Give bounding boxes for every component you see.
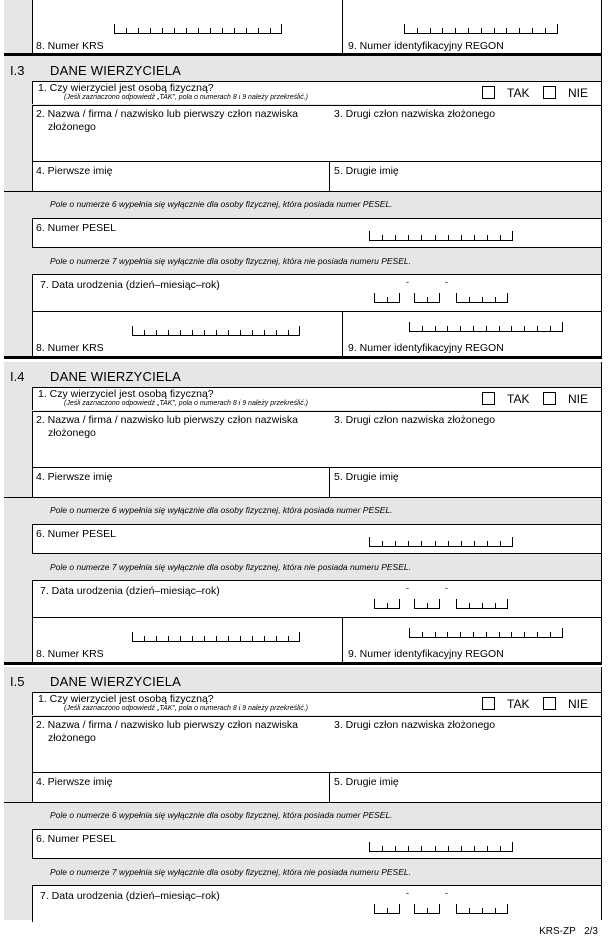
field2-label: 2. Nazwa / firma / nazwisko lub pierwszy człon nazwiska — [36, 108, 299, 120]
digit-tick — [495, 908, 496, 913]
digit-tick — [512, 537, 513, 546]
digit-tick — [460, 326, 461, 331]
section-number: I.4 — [10, 369, 25, 384]
digit-tick — [114, 24, 115, 33]
digit-tick — [382, 235, 383, 240]
field9-label: 9. Numer identyfikacyjny REGON — [348, 648, 504, 660]
digit-tick — [132, 632, 133, 641]
krs-regon-row — [32, 311, 602, 356]
digit-tick — [511, 632, 512, 637]
digit-tick — [439, 904, 440, 913]
nie-checkbox[interactable] — [543, 86, 556, 99]
digit-tick — [442, 28, 443, 33]
digit-tick — [482, 908, 483, 913]
digit-tick — [138, 28, 139, 33]
digit-tick — [374, 904, 375, 913]
column-divider — [329, 467, 330, 497]
digit-tick — [500, 235, 501, 240]
row-divider — [4, 497, 602, 498]
digit-tick — [246, 28, 247, 33]
digit-tick — [499, 326, 500, 331]
tak-label: TAK — [507, 86, 530, 100]
digit-tick — [439, 293, 440, 302]
digit-tick — [456, 904, 457, 913]
digit-tick — [216, 636, 217, 641]
firstname-row — [32, 772, 602, 802]
digit-tick — [382, 541, 383, 546]
digit-tick — [264, 636, 265, 641]
digit-tick — [507, 904, 508, 913]
digit-tick — [482, 297, 483, 302]
digit-tick — [562, 628, 563, 637]
birth-day-input[interactable] — [374, 600, 400, 609]
pesel-row — [32, 524, 602, 554]
digit-tick — [473, 326, 474, 331]
digit-tick — [204, 636, 205, 641]
date-dash: - — [445, 277, 448, 287]
section-number: I.5 — [10, 674, 25, 689]
birth-month-input[interactable] — [414, 905, 440, 914]
krs-label-prev: 8. Numer KRS — [36, 40, 104, 52]
column-divider — [342, 617, 343, 662]
q1-note: (Jeśli zaznaczono odpowiedź „TAK", pola o numerach 8 i 9 należy przekreślić.) — [64, 94, 308, 101]
digit-tick — [550, 326, 551, 331]
digit-tick — [404, 24, 405, 33]
tak-checkbox[interactable] — [482, 86, 495, 99]
digit-tick — [240, 636, 241, 641]
field3-label: 3. Drugi człon nazwiska złożonego — [334, 414, 496, 426]
digit-tick — [414, 293, 415, 302]
digit-tick — [456, 293, 457, 302]
digit-tick — [557, 24, 558, 33]
column-divider — [601, 667, 602, 920]
digit-tick — [500, 541, 501, 546]
field8-label: 8. Numer KRS — [36, 648, 104, 660]
digit-tick — [168, 636, 169, 641]
digit-tick — [435, 326, 436, 331]
tak-label: TAK — [507, 697, 530, 711]
digit-tick — [399, 599, 400, 608]
digit-tick — [252, 636, 253, 641]
digit-tick — [409, 628, 410, 637]
digit-tick — [512, 842, 513, 851]
tak-label: TAK — [507, 392, 530, 406]
digit-tick — [461, 846, 462, 851]
digit-tick — [532, 28, 533, 33]
digit-tick — [186, 28, 187, 33]
digit-tick — [264, 330, 265, 335]
digit-tick — [550, 632, 551, 637]
field3-label: 3. Drugi człon nazwiska złożonego — [334, 108, 496, 120]
field2-label-cont: złożonego — [48, 121, 96, 133]
digit-tick — [499, 632, 500, 637]
date-dash: - — [445, 583, 448, 593]
digit-tick — [524, 632, 525, 637]
digit-tick — [216, 330, 217, 335]
digit-tick — [500, 846, 501, 851]
row-divider — [4, 191, 602, 192]
section-title: DANE WIERZYCIELA — [50, 674, 182, 689]
digit-tick — [374, 293, 375, 302]
field2-label-cont: złożonego — [48, 732, 96, 744]
digit-tick — [524, 326, 525, 331]
digit-tick — [430, 28, 431, 33]
digit-tick — [506, 28, 507, 33]
date-dash: - — [406, 888, 409, 898]
birth-year-input[interactable] — [456, 600, 508, 609]
digit-tick — [474, 541, 475, 546]
field7-label: 7. Data urodzenia (dzień–miesiąc–rok) — [40, 279, 220, 291]
digit-tick — [399, 904, 400, 913]
digit-tick — [276, 330, 277, 335]
field7-label: 7. Data urodzenia (dzień–miesiąc–rok) — [40, 585, 220, 597]
digit-tick — [387, 297, 388, 302]
digit-tick — [162, 28, 163, 33]
digit-tick — [487, 235, 488, 240]
digit-tick — [435, 541, 436, 546]
q1-label: 1. Czy wierzyciel jest osobą fizyczną? — [38, 82, 214, 94]
nopesel-note: Pole o numerze 7 wypełnia się wyłącznie dla osoby fizycznej, która nie posiada numeru PESEL. — [50, 256, 411, 266]
digit-tick — [210, 28, 211, 33]
digit-tick — [395, 846, 396, 851]
digit-tick — [414, 904, 415, 913]
digit-tick — [374, 599, 375, 608]
digit-tick — [395, 235, 396, 240]
field2-label-cont: złożonego — [48, 427, 96, 439]
digit-tick — [469, 603, 470, 608]
q1-label: 1. Czy wierzyciel jest osobą fizyczną? — [38, 388, 214, 400]
digit-tick — [456, 599, 457, 608]
digit-tick — [382, 846, 383, 851]
digit-tick — [481, 28, 482, 33]
digit-tick — [270, 28, 271, 33]
field5-label: 5. Drugie imię — [334, 471, 399, 483]
krs-input[interactable] — [132, 633, 300, 642]
digit-tick — [486, 326, 487, 331]
field2-label: 2. Nazwa / firma / nazwisko lub pierwszy człon nazwiska — [36, 719, 299, 731]
nie-checkbox[interactable] — [543, 697, 556, 710]
digit-tick — [460, 632, 461, 637]
form-code: KRS-ZP — [539, 926, 576, 937]
digit-tick — [495, 603, 496, 608]
digit-tick — [144, 636, 145, 641]
digit-tick — [461, 541, 462, 546]
digit-tick — [448, 541, 449, 546]
digit-tick — [369, 537, 370, 546]
digit-tick — [369, 231, 370, 240]
field4-label: 4. Pierwsze imię — [36, 471, 113, 483]
column-divider — [329, 161, 330, 191]
digit-tick — [150, 28, 151, 33]
field4-label: 4. Pierwsze imię — [36, 165, 113, 177]
digit-tick — [288, 330, 289, 335]
field3-label: 3. Drugi człon nazwiska złożonego — [334, 719, 496, 731]
field6-label: 6. Numer PESEL — [36, 833, 116, 845]
digit-tick — [427, 603, 428, 608]
digit-tick — [180, 330, 181, 335]
section-divider — [4, 662, 602, 665]
regon-input[interactable] — [409, 629, 563, 638]
digit-tick — [299, 326, 300, 335]
digit-tick — [494, 28, 495, 33]
digit-tick — [156, 636, 157, 641]
regon-label-prev: 9. Numer identyfikacyjny REGON — [348, 40, 504, 52]
digit-tick — [482, 603, 483, 608]
digit-tick — [281, 24, 282, 33]
digit-tick — [156, 330, 157, 335]
date-dash: - — [445, 888, 448, 898]
column-divider — [342, 311, 343, 356]
birth-year-input[interactable] — [456, 905, 508, 914]
digit-tick — [507, 293, 508, 302]
field4-label: 4. Pierwsze imię — [36, 776, 113, 788]
nopesel-note: Pole o numerze 7 wypełnia się wyłącznie dla osoby fizycznej, która nie posiada numeru PESEL. — [50, 867, 411, 877]
digit-tick — [537, 632, 538, 637]
digit-tick — [276, 636, 277, 641]
regon-input[interactable] — [409, 323, 563, 332]
digit-tick — [435, 846, 436, 851]
birth-day-input[interactable] — [374, 294, 400, 303]
digit-tick — [408, 541, 409, 546]
digit-tick — [545, 28, 546, 33]
q1-note: (Jeśli zaznaczono odpowiedź „TAK", pola o numerach 8 i 9 należy przekreślić.) — [64, 705, 308, 712]
digit-tick — [132, 326, 133, 335]
page-footer — [539, 926, 598, 937]
digit-tick — [448, 235, 449, 240]
digit-tick — [511, 326, 512, 331]
digit-tick — [192, 330, 193, 335]
field9-label: 9. Numer identyfikacyjny REGON — [348, 342, 504, 354]
digit-tick — [435, 235, 436, 240]
pesel-note: Pole o numerze 6 wypełnia się wyłącznie dla osoby fizycznej, która posiada numer PESEL. — [50, 810, 393, 820]
digit-tick — [414, 599, 415, 608]
pesel-note: Pole o numerze 6 wypełnia się wyłącznie dla osoby fizycznej, która posiada numer PESEL. — [50, 505, 393, 515]
field7-label: 7. Data urodzenia (dzień–miesiąc–rok) — [40, 890, 220, 902]
firstname-row — [32, 467, 602, 497]
digit-tick — [228, 330, 229, 335]
nie-label: NIE — [568, 392, 589, 406]
digit-tick — [422, 326, 423, 331]
firstname-row — [32, 161, 602, 191]
digit-tick — [252, 330, 253, 335]
digit-tick — [448, 846, 449, 851]
digit-tick — [486, 632, 487, 637]
digit-tick — [228, 636, 229, 641]
pesel-input[interactable] — [369, 538, 513, 547]
digit-tick — [487, 541, 488, 546]
nie-label: NIE — [568, 86, 589, 100]
digit-tick — [474, 846, 475, 851]
column-divider — [601, 56, 602, 356]
field5-label: 5. Drugie imię — [334, 165, 399, 177]
digit-tick — [198, 28, 199, 33]
nie-label: NIE — [568, 697, 589, 711]
digit-tick — [395, 541, 396, 546]
digit-tick — [537, 326, 538, 331]
digit-tick — [427, 908, 428, 913]
digit-tick — [427, 297, 428, 302]
section-title: DANE WIERZYCIELA — [50, 369, 182, 384]
digit-tick — [299, 632, 300, 641]
field2-label: 2. Nazwa / firma / nazwisko lub pierwszy człon nazwiska — [36, 414, 299, 426]
digit-tick — [144, 330, 145, 335]
q1-label: 1. Czy wierzyciel jest osobą fizyczną? — [38, 693, 214, 705]
section-divider — [4, 356, 602, 359]
section-title: DANE WIERZYCIELA — [50, 63, 182, 78]
pesel-row — [32, 829, 602, 859]
digit-tick — [222, 28, 223, 33]
digit-tick — [126, 28, 127, 33]
column-divider — [342, 0, 343, 53]
digit-tick — [288, 636, 289, 641]
birth-month-input[interactable] — [414, 600, 440, 609]
digit-tick — [474, 235, 475, 240]
digit-tick — [473, 632, 474, 637]
digit-tick — [507, 599, 508, 608]
birth-year-input[interactable] — [456, 294, 508, 303]
digit-tick — [234, 28, 235, 33]
digit-tick — [495, 297, 496, 302]
page-number: 2/3 — [584, 926, 598, 937]
digit-tick — [258, 28, 259, 33]
nopesel-note: Pole o numerze 7 wypełnia się wyłącznie dla osoby fizycznej, która nie posiada numeru PESEL. — [50, 562, 411, 572]
digit-tick — [447, 326, 448, 331]
digit-tick — [487, 846, 488, 851]
column-divider — [329, 772, 330, 802]
row-divider — [4, 802, 602, 803]
digit-tick — [192, 636, 193, 641]
tak-checkbox[interactable] — [482, 392, 495, 405]
digit-tick — [421, 235, 422, 240]
digit-tick — [240, 330, 241, 335]
digit-tick — [387, 908, 388, 913]
digit-tick — [369, 842, 370, 851]
pesel-input[interactable] — [369, 843, 513, 852]
form-page — [4, 0, 602, 920]
digit-tick — [469, 297, 470, 302]
digit-tick — [468, 28, 469, 33]
digit-tick — [421, 846, 422, 851]
field6-label: 6. Numer PESEL — [36, 528, 116, 540]
birth-day-input[interactable] — [374, 905, 400, 914]
digit-tick — [439, 599, 440, 608]
digit-tick — [469, 908, 470, 913]
field5-label: 5. Drugie imię — [334, 776, 399, 788]
field6-label: 6. Numer PESEL — [36, 222, 116, 234]
pesel-note: Pole o numerze 6 wypełnia się wyłącznie dla osoby fizycznej, która posiada numer PESEL. — [50, 199, 393, 209]
digit-tick — [408, 235, 409, 240]
q1-note: (Jeśli zaznaczono odpowiedź „TAK", pola o numerach 8 i 9 należy przekreślić.) — [64, 400, 308, 407]
krs-input[interactable] — [132, 327, 300, 336]
digit-tick — [455, 28, 456, 33]
krs-regon-row — [32, 617, 602, 662]
digit-tick — [512, 231, 513, 240]
section-number: I.3 — [10, 63, 25, 78]
digit-tick — [168, 330, 169, 335]
regon-input-prev[interactable] — [404, 25, 558, 34]
field8-label: 8. Numer KRS — [36, 342, 104, 354]
digit-tick — [204, 330, 205, 335]
digit-tick — [421, 541, 422, 546]
digit-tick — [435, 632, 436, 637]
date-dash: - — [406, 277, 409, 287]
nie-checkbox[interactable] — [543, 392, 556, 405]
column-divider — [601, 362, 602, 662]
digit-tick — [174, 28, 175, 33]
digit-tick — [447, 632, 448, 637]
pesel-input[interactable] — [369, 232, 513, 241]
digit-tick — [519, 28, 520, 33]
digit-tick — [417, 28, 418, 33]
digit-tick — [387, 603, 388, 608]
digit-tick — [409, 322, 410, 331]
digit-tick — [562, 322, 563, 331]
birth-month-input[interactable] — [414, 294, 440, 303]
tak-checkbox[interactable] — [482, 697, 495, 710]
pesel-row — [32, 218, 602, 248]
digit-tick — [180, 636, 181, 641]
date-dash: - — [406, 583, 409, 593]
column-divider — [601, 0, 602, 53]
digit-tick — [422, 632, 423, 637]
digit-tick — [399, 293, 400, 302]
digit-tick — [408, 846, 409, 851]
krs-input-prev[interactable] — [114, 25, 282, 34]
digit-tick — [461, 235, 462, 240]
